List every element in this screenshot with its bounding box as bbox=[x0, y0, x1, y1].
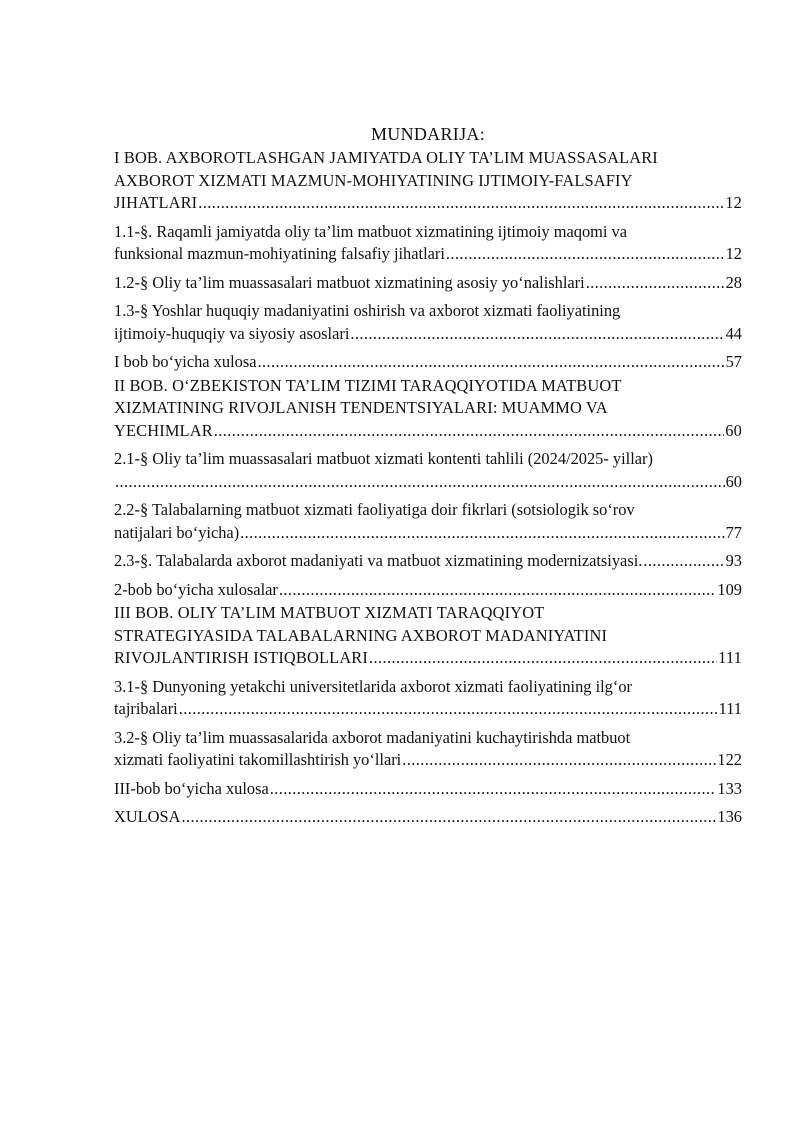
toc-entry-text: tajribalari bbox=[114, 699, 178, 718]
toc-entry-last-line bbox=[114, 522, 742, 545]
toc-entry[interactable] bbox=[114, 579, 742, 602]
toc-page-number: 60 bbox=[725, 420, 742, 440]
toc-entry-last-line bbox=[114, 749, 742, 772]
toc-entry[interactable] bbox=[114, 300, 742, 345]
toc-entry[interactable] bbox=[114, 221, 742, 266]
toc-page-number: 57 bbox=[725, 352, 742, 371]
dot-leader bbox=[350, 323, 724, 346]
toc-entry-text: 1.2-§ Oliy ta’lim muassasalari matbuot xizmatining asosiy yo‘nalishlari bbox=[114, 272, 585, 292]
toc-entry-last-line bbox=[114, 192, 742, 215]
dot-leader bbox=[586, 272, 725, 295]
table-of-contents bbox=[114, 122, 742, 829]
toc-entry-text: XULOSA bbox=[114, 807, 181, 826]
toc-page-number: 28 bbox=[725, 272, 742, 292]
dot-leader bbox=[240, 522, 724, 545]
toc-entry-text-line: 3.2-§ Oliy ta’lim muassasalarida axborot madaniyatini kuchaytirishda matbuot bbox=[114, 727, 631, 747]
toc-list bbox=[114, 147, 742, 829]
dot-leader bbox=[402, 749, 716, 772]
toc-page-number: 109 bbox=[717, 579, 742, 599]
toc-entry-text: III-bob bo‘yicha xulosa bbox=[114, 778, 269, 798]
toc-entry-text-line: I BOB. AXBOROTLASHGAN JAMIYATDA OLIY TA’LIM MUASSASALARI bbox=[114, 148, 658, 167]
toc-entry-last-line bbox=[114, 323, 742, 346]
toc-page-number: 111 bbox=[718, 648, 742, 667]
toc-entry-text: xizmati faoliyatini takomillashtirish yo‘llari bbox=[114, 750, 402, 769]
dot-leader bbox=[643, 550, 724, 573]
toc-entry[interactable] bbox=[114, 778, 742, 801]
toc-entry-last-line bbox=[114, 351, 742, 374]
toc-entry-text-line: 2.1-§ Oliy ta’lim muassasalari matbuot xizmati kontenti tahlili (2024/2025- yillar) bbox=[114, 449, 653, 468]
toc-entry-text: RIVOJLANTIRISH ISTIQBOLLARI bbox=[114, 648, 368, 667]
toc-entry-last-line bbox=[114, 647, 742, 670]
toc-page-number: 44 bbox=[725, 323, 742, 343]
toc-entry-last-line bbox=[114, 550, 742, 573]
toc-entry-text-line: AXBOROT XIZMATI MAZMUN-MOHIYATINING IJTIMOIY-FALSAFIY bbox=[114, 170, 633, 190]
toc-entry-text: funksional mazmun-mohiyatining falsafiy jihatlari bbox=[114, 244, 445, 263]
dot-leader bbox=[446, 243, 725, 266]
toc-entry-text: JIHATLARI bbox=[114, 193, 198, 212]
toc-entry[interactable] bbox=[114, 499, 742, 544]
toc-entry-text: 2-bob bo‘yicha xulosalar bbox=[114, 579, 278, 599]
dot-leader bbox=[257, 351, 724, 374]
dot-leader bbox=[279, 579, 717, 602]
toc-entry-text-line: 3.1-§ Dunyoning yetakchi universitetlarida axborot xizmati faoliyatining ilg‘or bbox=[114, 676, 632, 696]
toc-page-number: 60 bbox=[725, 471, 742, 491]
toc-entry[interactable] bbox=[114, 550, 742, 573]
toc-entry-text-line: STRATEGIYASIDA TALABALARNING AXBOROT MADANIYATINI bbox=[114, 625, 608, 645]
toc-page-number: 122 bbox=[717, 750, 742, 769]
dot-leader bbox=[214, 420, 725, 443]
toc-entry[interactable] bbox=[114, 272, 742, 295]
toc-entry[interactable] bbox=[114, 806, 742, 829]
toc-entry[interactable] bbox=[114, 602, 742, 670]
toc-entry-last-line bbox=[114, 806, 742, 829]
toc-page-number: 12 bbox=[725, 244, 742, 263]
toc-entry[interactable] bbox=[114, 351, 742, 374]
toc-entry-text: 2.3-§. Talabalarda axborot madaniyati va matbuot xizmatining modernizatsiyasi. bbox=[114, 551, 643, 570]
toc-entry[interactable] bbox=[114, 676, 742, 721]
toc-entry-text-line: 1.1-§. Raqamli jamiyatda oliy ta’lim matbuot xizmatining ijtimoiy maqomi va bbox=[114, 221, 628, 241]
toc-entry-last-line bbox=[114, 698, 742, 721]
dot-leader bbox=[369, 647, 717, 670]
toc-title: MUNDARIJA: bbox=[370, 124, 485, 144]
toc-entry-text-line: XIZMATINING RIVOJLANISH TENDENTSIYALARI: MUAMMO VA bbox=[114, 398, 608, 417]
dot-leader bbox=[115, 471, 725, 494]
toc-page-number: 136 bbox=[717, 807, 742, 826]
toc-entry-text: I bob bo‘yicha xulosa bbox=[114, 352, 257, 371]
dot-leader bbox=[179, 698, 718, 721]
toc-entry-text: natijalari bo‘yicha) bbox=[114, 522, 240, 542]
toc-page-number: 77 bbox=[725, 522, 742, 542]
toc-page-number: 133 bbox=[717, 778, 742, 798]
toc-entry-last-line bbox=[114, 420, 742, 443]
toc-entry-text-line: II BOB. O‘ZBEKISTON TA’LIM TIZIMI TARAQQIYOTIDA MATBUOT bbox=[114, 375, 622, 395]
toc-entry-text-line: III BOB. OLIY TA’LIM MATBUOT XIZMATI TARAQQIYOT bbox=[114, 603, 545, 622]
toc-entry-last-line bbox=[114, 471, 742, 494]
toc-page-number: 111 bbox=[718, 699, 742, 718]
dot-leader bbox=[270, 778, 717, 801]
toc-entry[interactable] bbox=[114, 375, 742, 443]
toc-entry-last-line bbox=[114, 579, 742, 602]
toc-entry[interactable] bbox=[114, 147, 742, 215]
toc-entry-last-line bbox=[114, 243, 742, 266]
toc-page-number: 12 bbox=[725, 193, 742, 212]
dot-leader bbox=[198, 192, 724, 215]
toc-entry-last-line bbox=[114, 272, 742, 295]
toc-entry[interactable] bbox=[114, 727, 742, 772]
dot-leader bbox=[181, 806, 716, 829]
toc-entry-text: ijtimoiy-huquqiy va siyosiy asoslari bbox=[114, 323, 350, 343]
toc-entry-text-line: 1.3-§ Yoshlar huquqiy madaniyatini oshirish va axborot xizmati faoliyatining bbox=[114, 301, 621, 320]
toc-page-number: 93 bbox=[725, 551, 742, 570]
toc-entry-text: YECHIMLAR bbox=[114, 420, 213, 440]
toc-entry-last-line bbox=[114, 778, 742, 801]
toc-entry-text-line: 2.2-§ Talabalarning matbuot xizmati faoliyatiga doir fikrlari (sotsiologik so‘rov bbox=[114, 500, 635, 519]
toc-entry[interactable] bbox=[114, 448, 742, 493]
